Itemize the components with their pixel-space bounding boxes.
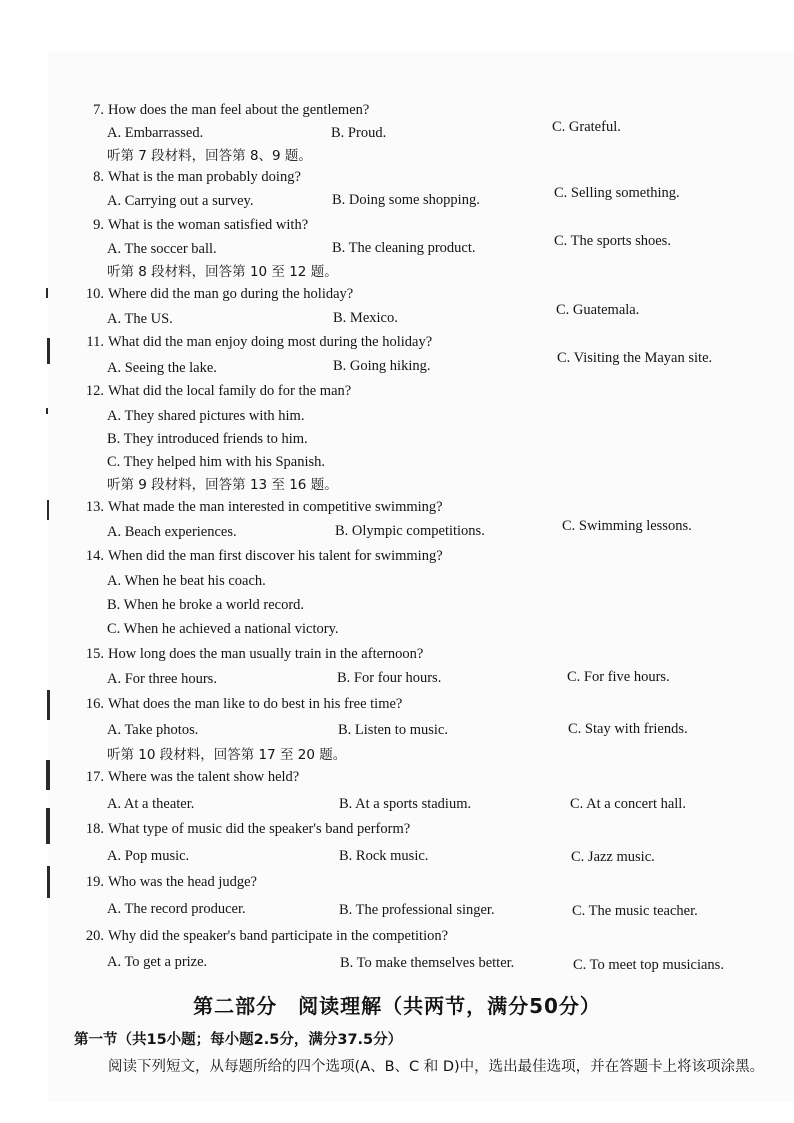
question-10: 10. Where did the man go during the holiday? xyxy=(85,286,354,302)
option-14c: C. When he achieved a national victory. xyxy=(107,621,339,637)
scan-mark xyxy=(47,500,49,520)
option-9b: B. The cleaning product. xyxy=(332,240,476,256)
option-17a: A. At a theater. xyxy=(107,796,195,812)
option-16b: B. Listen to music. xyxy=(338,722,448,738)
instruction-8: 听第 8 段材料，回答第 10 至 12 题。 xyxy=(107,264,338,280)
option-15c: C. For five hours. xyxy=(567,669,670,685)
option-12a: A. They shared pictures with him. xyxy=(107,408,305,424)
scan-mark xyxy=(46,808,50,844)
scan-mark xyxy=(47,690,50,720)
reading-directions: 阅读下列短文，从每题所给的四个选项(A、B、C 和 D)中，选出最佳选项，并在答题卡上将该项涂黑。 xyxy=(108,1059,765,1075)
option-13b: B. Olympic competitions. xyxy=(335,523,485,539)
scan-mark xyxy=(46,408,48,414)
option-7c: C. Grateful. xyxy=(552,119,621,135)
option-14b: B. When he broke a world record. xyxy=(107,597,305,613)
part-two-title: 第二部分 阅读理解（共两节，满分50分） xyxy=(193,994,601,1018)
option-7a: A. Embarrassed. xyxy=(107,125,204,141)
question-13: 13. What made the man interested in competitive swimming? xyxy=(85,499,443,515)
question-19: 19. Who was the head judge? xyxy=(85,874,257,890)
question-14: 14. When did the man first discover his talent for swimming? xyxy=(85,548,443,564)
option-18b: B. Rock music. xyxy=(339,848,429,864)
question-7: 7. How does the man feel about the gentlemen? xyxy=(93,102,370,118)
option-7b: B. Proud. xyxy=(331,125,387,141)
option-20a: A. To get a prize. xyxy=(107,954,208,970)
instruction-7: 听第 7 段材料，回答第 8、9 题。 xyxy=(107,148,312,164)
question-9: 9. What is the woman satisfied with? xyxy=(93,217,309,233)
option-11b: B. Going hiking. xyxy=(333,358,431,374)
option-19a: A. The record producer. xyxy=(107,901,246,917)
option-16c: C. Stay with friends. xyxy=(568,721,688,737)
option-18a: A. Pop music. xyxy=(107,848,190,864)
option-12c: C. They helped him with his Spanish. xyxy=(107,454,326,470)
scan-mark xyxy=(46,760,50,790)
option-10c: C. Guatemala. xyxy=(556,302,640,318)
scan-mark xyxy=(46,288,48,298)
option-12b: B. They introduced friends to him. xyxy=(107,431,308,447)
option-17c: C. At a concert hall. xyxy=(570,796,686,812)
option-20c: C. To meet top musicians. xyxy=(573,957,724,973)
instruction-10: 听第 10 段材料，回答第 17 至 20 题。 xyxy=(107,747,347,763)
question-12: 12. What did the local family do for the man? xyxy=(85,383,352,399)
question-16: 16. What does the man like to do best in his free time? xyxy=(85,696,403,712)
question-17: 17. Where was the talent show held? xyxy=(85,769,300,785)
question-20: 20. Why did the speaker's band participate in the competition? xyxy=(85,928,449,944)
option-15a: A. For three hours. xyxy=(107,671,217,687)
option-8b: B. Doing some shopping. xyxy=(332,192,480,208)
question-11: 11. What did the man enjoy doing most during the holiday? xyxy=(86,334,433,350)
section-one-heading: 第一节（共15小题；每小题2.5分，满分37.5分） xyxy=(74,1032,403,1048)
option-19b: B. The professional singer. xyxy=(339,902,495,918)
option-8c: C. Selling something. xyxy=(554,185,680,201)
question-8: 8. What is the man probably doing? xyxy=(93,169,301,185)
option-16a: A. Take photos. xyxy=(107,722,199,738)
option-14a: A. When he beat his coach. xyxy=(107,573,266,589)
option-15b: B. For four hours. xyxy=(337,670,442,686)
option-10a: A. The US. xyxy=(107,311,173,327)
option-10b: B. Mexico. xyxy=(333,310,398,326)
scan-mark xyxy=(47,338,50,364)
option-9a: A. The soccer ball. xyxy=(107,241,217,257)
option-20b: B. To make themselves better. xyxy=(340,955,515,971)
option-19c: C. The music teacher. xyxy=(572,903,698,919)
scan-mark xyxy=(47,866,50,898)
question-15: 15. How long does the man usually train in the afternoon? xyxy=(85,646,424,662)
option-9c: C. The sports shoes. xyxy=(554,233,671,249)
question-18: 18. What type of music did the speaker's band perform? xyxy=(85,821,411,837)
option-8a: A. Carrying out a survey. xyxy=(107,193,254,209)
option-18c: C. Jazz music. xyxy=(571,849,655,865)
option-11a: A. Seeing the lake. xyxy=(107,360,217,376)
option-13c: C. Swimming lessons. xyxy=(562,518,692,534)
option-11c: C. Visiting the Mayan site. xyxy=(557,350,713,366)
option-13a: A. Beach experiences. xyxy=(107,524,237,540)
option-17b: B. At a sports stadium. xyxy=(339,796,472,812)
instruction-9: 听第 9 段材料，回答第 13 至 16 题。 xyxy=(107,477,338,493)
